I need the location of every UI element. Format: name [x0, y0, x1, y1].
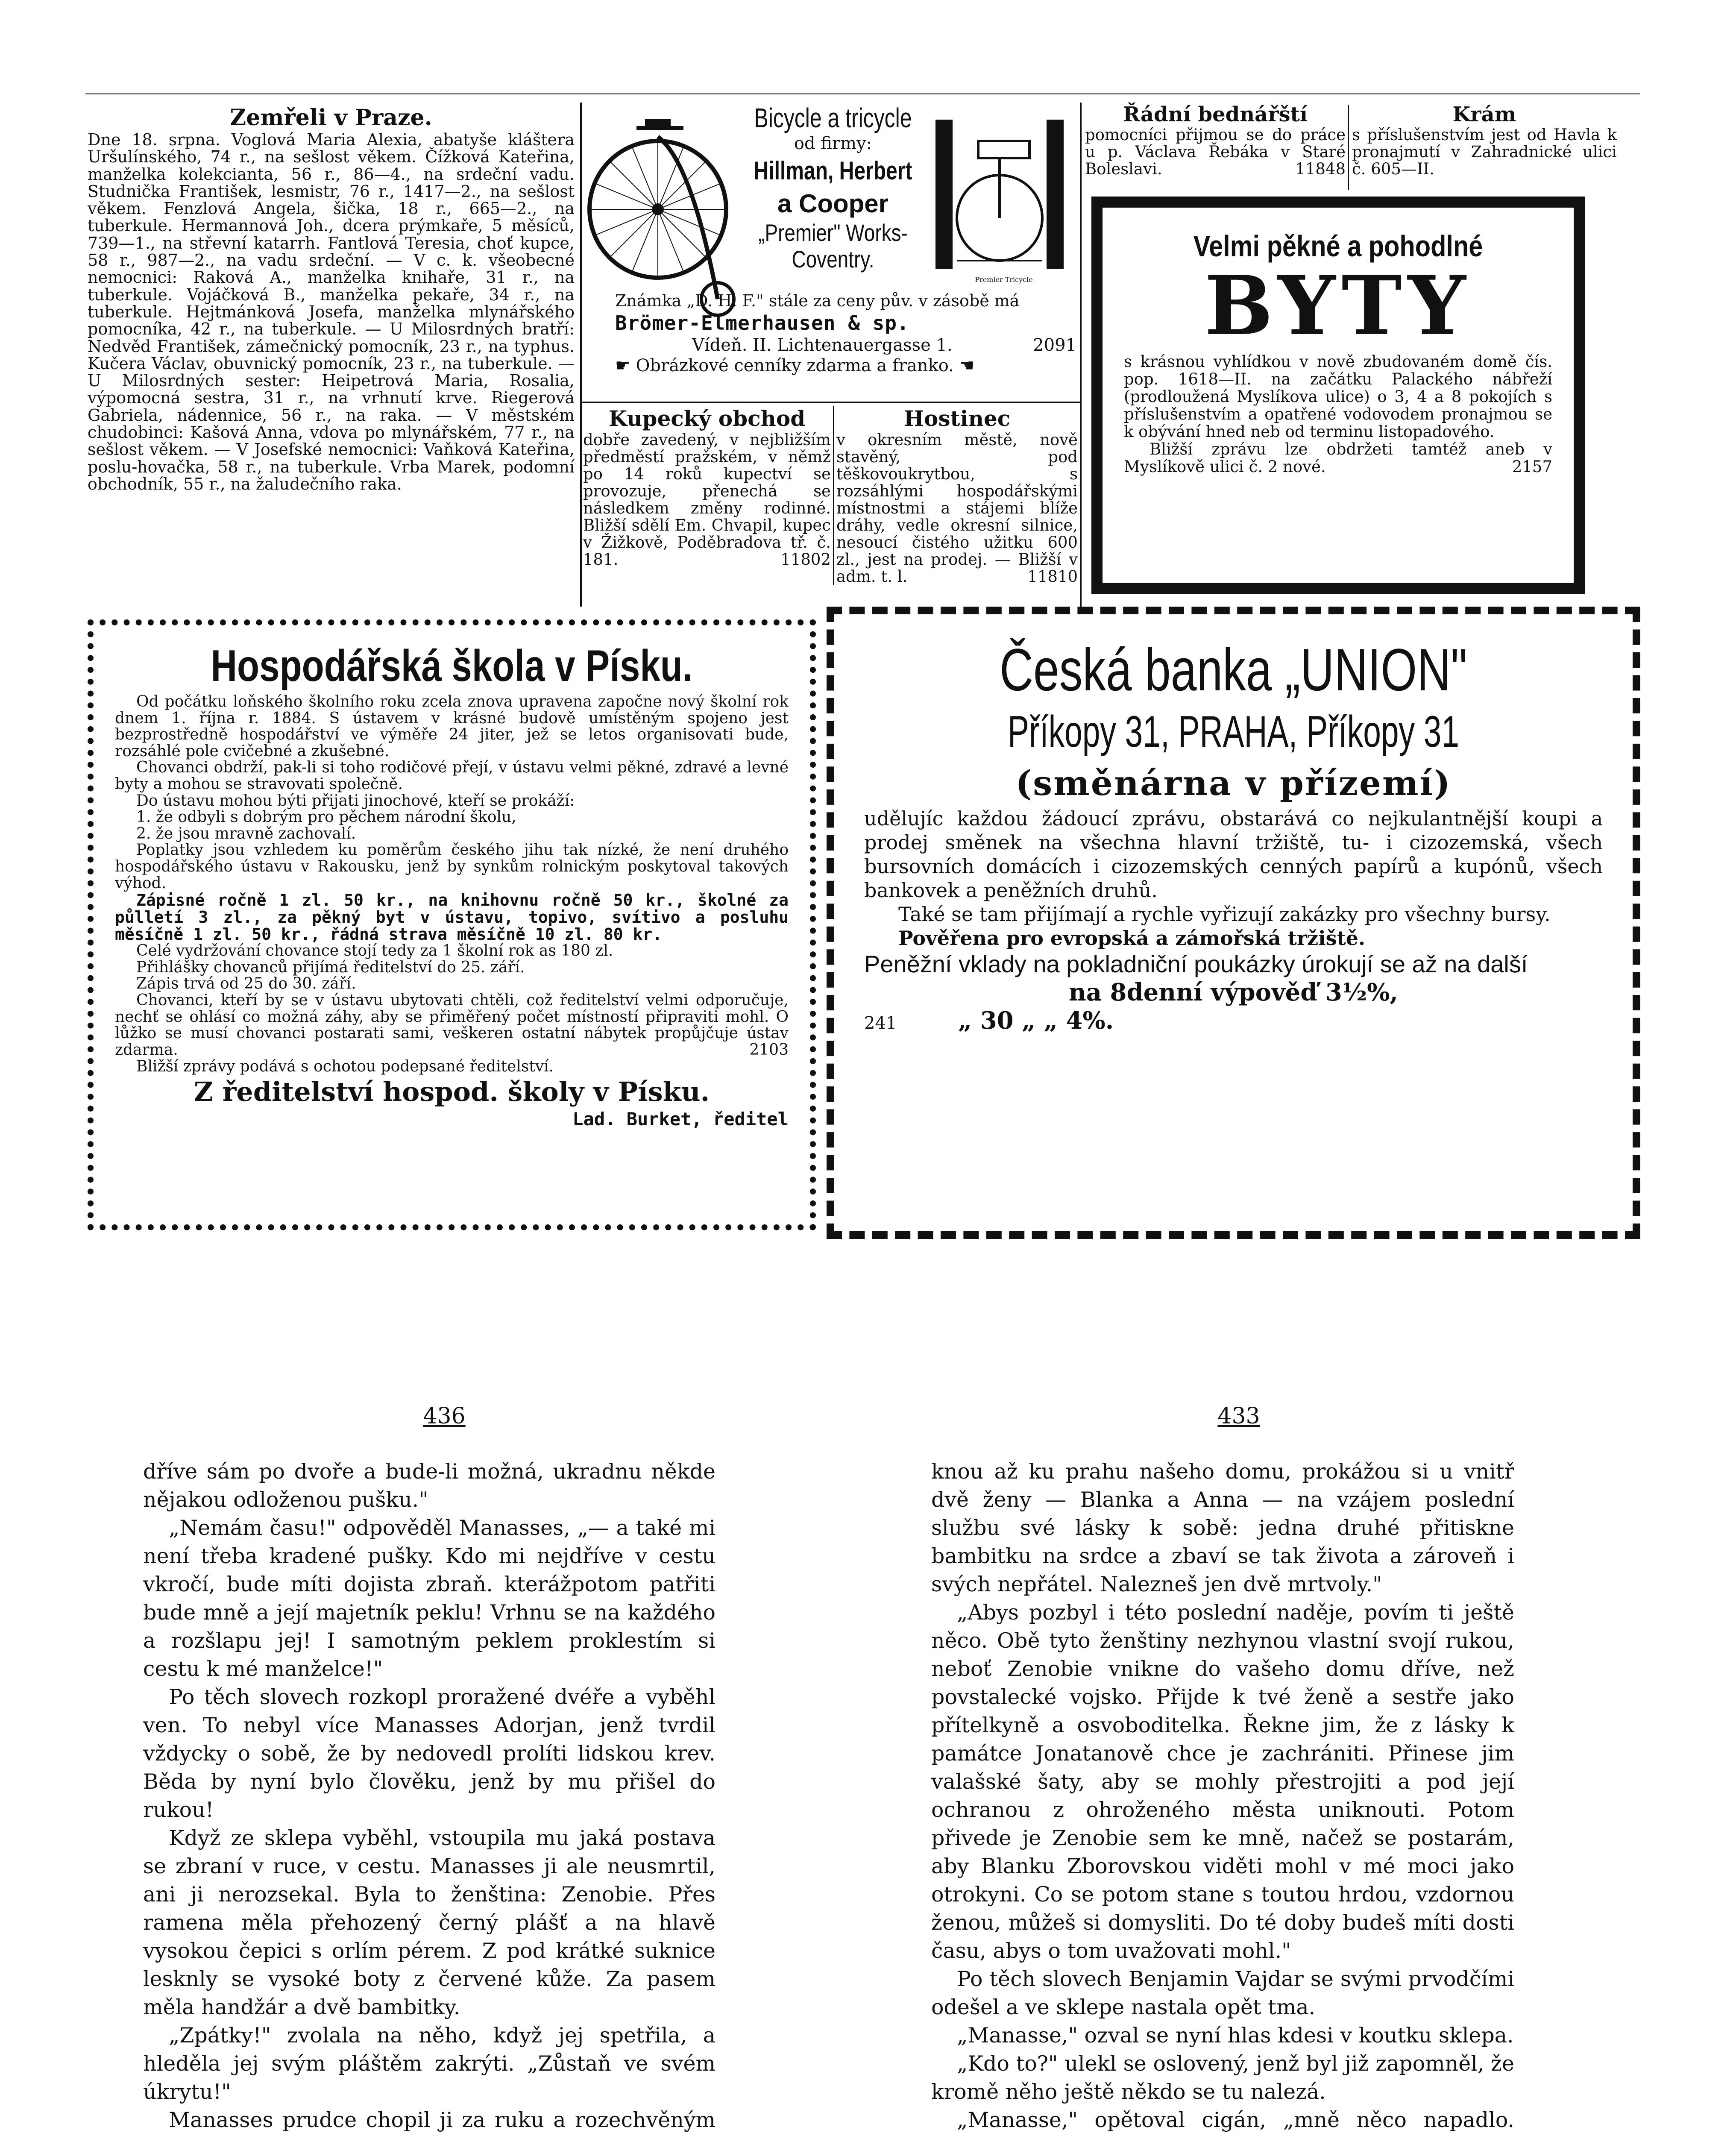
bicycle-from: od firmy: [794, 134, 872, 153]
page-number-right: 433 [1217, 1403, 1260, 1429]
school-title: Hospodářská škola v Písku. [211, 641, 693, 691]
school-text-9: Bližší zprávy podává s ochotou podepsané ředitelství. [136, 1057, 554, 1075]
bank-text-4: Peněžní vklady na pokladniční poukázky úrokují se až na další [864, 951, 1528, 977]
bank-text-3: Pověřena pro evropská a zámořská tržiště. [898, 927, 1365, 950]
column-rule-2 [1080, 103, 1082, 607]
novel-paragraph: Po těch slovech Benjamin Vajdar se svými prvodčími odešel a ve sklepe nastala opět tma. [931, 1967, 1514, 2019]
bicycle-works: „Premier" Works-Coventry. [758, 219, 908, 273]
cooper-code: 11848 [1295, 160, 1346, 178]
bank-title: Česká banka „UNION" [1000, 636, 1467, 703]
shop-text: dobře zavedený, v nejbližším předměstí pražském, v němž po 14 roků kupectví se provozuje, přenechá se následkem změny rodinné. Bližší sdělí Em. Chvapil, kupec v Žižkově, Poděbradova tř. č. 181. [583, 431, 831, 569]
novel-paragraph: „Zpátky!" zvolala na něho, když jej spetřila, a hleděla jej svým pláštěm zakrýti. „Zůstaň ve svém úkrytu!" [143, 2023, 716, 2104]
deaths-text: Dne 18. srpna. Voglová Maria Alexia, abatyše kláštera Uršulínského, 74 r., na sešlost věkem. Čížková Kateřina, manželka kolekcianta, 56 r., 86—4., na srdeční vadu. Studnička František, lesmistr, 76 r., 1417—2., na sešlost věkem. Fenzlová Angela, šička, 18 r., 665—2., na tuberkule. Hermannová Joh., dcera prýmkaře, 5 měsíců, 739—1., na střevní katarrh. Fantlová Teresia, choť kupce, 58 r., 987—2., na vadu srdeční. — V c. k. všeobecné nemocnici: Raková A., manželka knihaře, 31 r., na tuberkule. Vojáčková B., manželka pekaře, 34 r., na tuberkule. Hejtmánková Josefa, manželka mlynářského pomocníka, 42 r., na tuberkule. — U Milosrdných bratří: Nedvěd František, zámečnický pomocník, 23 r., na typhus. Kučera Václav, obuvnický pomocník, 23 r., na tuberkule. — U Milosrdných sester: Heipetrová Maria, Rosalia, výpomocná sestra, 31 r., na vrhnutí krve. Riegerová Gabriela, nádennice, 56 r., na raka. — V městském chudobinci: Kašová Anna, vdova po mlynářském, 77 r., na sešlost věkem. — V Josefské nemocnici: Vaňková Kateřina, poslu-hovačka, 58 r., na tuberkule. Vrba Marek, podomní obchodník, 55 r., na žaludečního raka. [88, 130, 575, 493]
novel-paragraph: „Nemám času!" odpověděl Manasses, „— a také mi není třeba kradené pušky. Kdo mi nejdříve v cestu vkročí, bude míti dojista zbraň. kterážpotom patřiti bude mně a její majetník peklu! Vrhnu se na každého a rozšlapu jej! I samotným peklem proklestím si cestu k mé manželce!" [143, 1516, 716, 1681]
school-director: Lad. Burket, ředitel [572, 1109, 789, 1130]
column-rule-1 [580, 103, 582, 607]
shop-ad [583, 406, 831, 568]
novel-paragraph: „Manasse," ozval se nyní hlas kdesi v koutku sklepa. [957, 2023, 1514, 2048]
flats-big: BYTY [1204, 258, 1472, 353]
bank-text-6: „ 30 „ „ 4%. [958, 1006, 1114, 1035]
novel-paragraph: „Abys pozbyl i této poslední naděje, povím ti ještě něco. Obě tyto ženštiny nezhynou vlastní svojí rukou, neboť Zenobie vnikne do vašeho domu dříve, než povstalecké vojsko. Přijde k tvé ženě a sestře jako přítelkyně a osvoboditelka. Řekne jim, že z lásky k památce Jonatanově chce je zachrániti. Přinese jim valašské šaty, aby se mohly přestrojiti a pod její ochranou z ohroženého města uniknouti. Potom přivede je Zenobie sem ke mně, načež se postarám, aby Blanku Zborovskou viděti mohl v mé moci jako otrokyni. Co se potom stane s toutou hrdou, vzdornou ženou, můžeš si domysliti. Do té doby budeš míti dosti času, abys o tom uvažovati mohl." [931, 1600, 1514, 1963]
inn-title: Hostinec [903, 406, 1011, 431]
bicycle-catalog-line [615, 355, 1076, 376]
novel-paragraph: dříve sám po dvoře a bude-li možná, ukradnu někde nějakou odloženou pušku." [143, 1459, 716, 1512]
deaths-notice [88, 105, 575, 493]
store-ad [1352, 103, 1617, 178]
novel-column-right [931, 1458, 1514, 2136]
school-cond-2: 2. že jsou mravně zachovalí. [136, 824, 356, 842]
tricycle-caption: Premier Tricycle [975, 276, 1033, 284]
flats-code: 2157 [1512, 458, 1552, 476]
flats-info: Bližší zprávu lze obdržeti tamtéž aneb v Myslíkově ulici č. 2 nové. [1124, 440, 1552, 476]
bicycle-firm-2: a Cooper [777, 189, 889, 218]
inn-code: 11810 [1027, 567, 1078, 586]
novel-paragraph: „Manasse," opětoval cigán, „mně něco napadlo. [957, 2108, 1514, 2132]
bicycle-mark: Známka „D. H. F." stále za ceny pův. v zásobě má [615, 291, 1020, 310]
deaths-title: Zemřeli v Praze. [230, 105, 432, 131]
bank-address: Příkopy 31, PRAHA, Příkopy 31 [1007, 707, 1460, 757]
school-text-3: Do ústavu mohou býti přijati jinochové, kteří se prokáží: [136, 792, 575, 810]
novel-column-left [143, 1458, 716, 2136]
bank-text-2: Také se tam přijímají a rychle vyřizují zakázky pro všechny bursy. [898, 903, 1551, 926]
school-text-7: Zápis trvá od 25 do 30. září. [136, 975, 356, 993]
bicycle-catalog: Obrázkové cenníky zdarma a franko. [636, 356, 954, 376]
top-rule [85, 93, 1640, 94]
inn-ad [836, 406, 1078, 585]
pointing-hand-icon: ☛ [615, 356, 636, 376]
flats-ad [1091, 197, 1585, 594]
novel-paragraph: knou až ku prahu našeho domu, prokážou si u vnitř dvě ženy — Blanka a Anna — na vzájem poslední službu své lásky k sobě: jedna druhé přitiskne bambitku na srdce a zbaví se tak života a zároveň i svých nepřátel. Nalezneš jen dvě mrtvoly." [931, 1459, 1514, 1596]
school-text-6: Přihlášky chovanců přijímá ředitelství do 25. září. [136, 958, 525, 976]
school-cond-1: 1. že odbyli s dobrým pro pěchem národní školu, [136, 808, 516, 826]
page-number-left: 436 [423, 1403, 466, 1429]
cooper-store-rule [1348, 105, 1349, 190]
bank-ad [827, 607, 1640, 1239]
store-title: Krám [1452, 103, 1516, 126]
novel-paragraph: Když ze sklepa vyběhl, vstoupila mu jaká postava se zbraní v ruce, v cestu. Manasses ji ale neusmrtil, ani ji nerozsekal. Byla to ženština: Zenobie. Přes ramena měla přehozený černý plášť a na hlavě vysokou čepici s orlím pérem. Z pod krátké suknice lesknly se vysoké boty z červené kůže. Za pasem měla handžár a dvě bambitky. [143, 1826, 716, 2019]
school-ad [88, 619, 816, 1230]
bank-text-5: na 8denní výpověď 3½%, [1069, 978, 1398, 1006]
cooper-ad [1085, 103, 1346, 178]
school-text-1: Od počátku loňského školního roku zcela znova upravena započne nový školní rok dnem 1. října r. 1884. S ústavem v krásné budově umístěným spojeno jest bezprostředně hospodářství ve výměře 24 jiter, jež se letos organisovati bude, rozsáhlé pole cvičebné a zkušebné. [115, 693, 789, 760]
inn-text: v okresním městě, nově stavěný, pod těškovoukrytbou, s rozsáhlými hospodářskými místnostmi a stájemi blíže dráhy, vedle okresní silnice, nesoucí čistého užitku 600 zl., jest na prodej. — Bližší v adm. t. l. [836, 431, 1078, 586]
bank-sub: (směnárna v přízemí) [1015, 763, 1452, 803]
pointing-hand-icon: ☚ [953, 356, 975, 376]
school-code: 2103 [749, 1041, 789, 1059]
school-text-4: Poplatky jsou vzhledem ku poměrům českého jihu tak nízké, že není druhého hospodářského ústavu v Rakousku, jenž by synkům rolnickým poskytoval takových výhod. [115, 841, 789, 892]
bicycle-firm-1: Hillman, Herbert [754, 156, 912, 185]
cooper-title: Řádní bednářští [1123, 103, 1308, 126]
school-text-5: Celé vydržování chovance stojí tedy za 1 školní rok as 180 zl. [136, 942, 613, 960]
cooper-text: pomocníci přijmou se do práce u p. Václava Řebáka v Staré Boleslavi. [1085, 126, 1346, 178]
school-signature: Z ředitelství hospod. školy v Písku. [194, 1076, 710, 1108]
flats-text: s krásnou vyhlídkou v nově zbudovaném domě čís. pop. 1618—II. na začátku Palackého nábřeží (prodloužená Myslíkova ulice) o 3, 4 a 8 pokojích s příslušenstvím a opatřené vodovodem pronajmou se k obývání hned neb od terminu listopadového. [1124, 352, 1552, 441]
school-text-8: Chovanci, kteří by se v ústavu ubytovati chtěli, což ředitelství velmi odporučuje, nechť se ohlásí co možná záhy, aby se přiměřený počet místností připraviti mohl. O lůžko se musí chovanci postarati sami, veškeren ostatní nábytek propůjčuje ústav zdarma. [115, 991, 789, 1059]
shop-inn-rule [833, 406, 834, 585]
bicycle-divider [582, 402, 1080, 403]
tricycle-illustration [931, 115, 1068, 278]
school-text-2: Chovanci obdrží, pak-li si toho rodičové přejí, v ústavu velmi pěkné, zdravé a levné byty a mohou se stravovati společně. [115, 759, 789, 793]
bicycle-code: 2091 [1033, 335, 1076, 355]
shop-code: 11802 [780, 550, 831, 569]
bank-code: 241 [864, 1013, 897, 1033]
store-text: s příslušenstvím jest od Havla k pronajmutí v Zahradnické ulici č. 605—II. [1352, 126, 1617, 178]
bank-text-1: udělujíc každou žádoucí zprávu, obstarává co nejkulantnější koupi a prodej směnek na všechna hlavní tržiště, tu- i cizozemská, všech bursovních domácích i cizozemských cenných papírů a kupónů, všech bankovek a peněžních druhů. [864, 807, 1603, 902]
novel-paragraph: Manasses prudce chopil ji za ruku a rozechvěným [169, 2108, 716, 2132]
bicycle-ad [585, 103, 1076, 397]
bicycle-dealer: Brömer-Elmerhausen & sp. [615, 311, 909, 334]
bicycle-title: Bicycle a tricycle [754, 103, 912, 133]
shop-title: Kupecký obchod [608, 406, 806, 431]
novel-paragraph: „Kdo to?" ulekl se oslovený, jenž byl již zapomněl, že kromě něho ještě někdo se tu nalezá. [931, 2051, 1514, 2104]
bicycle-address: Vídeň. II. Lichtenauergasse 1. [692, 335, 953, 355]
flats-headline: Velmi pěkné a pohodlné [1193, 229, 1483, 263]
novel-paragraph: Po těch slovech rozkopl proražené dvéře a vyběhl ven. To nebyl více Manasses Adorjan, jenž tvrdil vždycky o sobě, že by nedovedl prolíti lidskou krev. Běda by nyní bylo člověku, jenž by mu přišel do rukou! [143, 1685, 716, 1822]
school-fees: Zápisné ročně 1 zl. 50 kr., na knihovnu ročně 50 kr., školné za půlletí 3 zl., za pěkný byt v ústavu, topivo, svítivo a posluhu měsíčně 1 zl. 50 kr., řádná strava měsíčně 10 zl. 80 kr. [115, 891, 789, 944]
